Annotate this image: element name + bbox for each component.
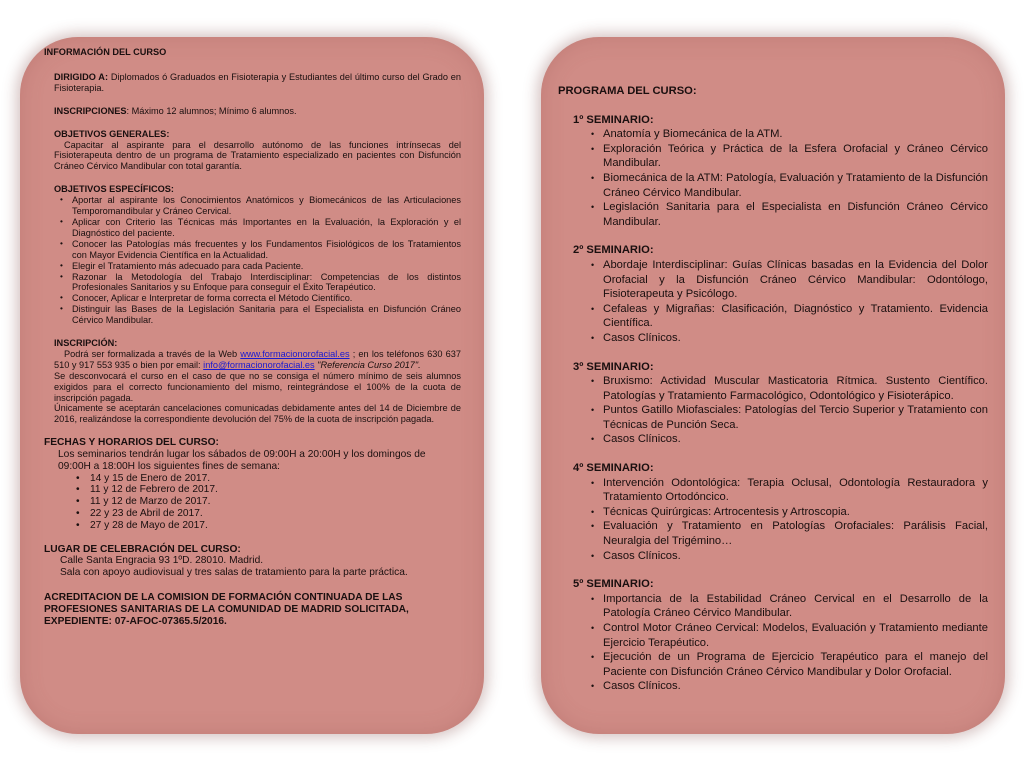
seminar-5 <box>558 577 988 694</box>
seminar-items <box>573 127 988 229</box>
dirigido-text: Diplomados ó Graduados en Fisioterapia y Estudiantes del último curso del Grado en Fisioterapia. <box>54 71 461 93</box>
list-item: • Elegir el Tratamiento más adecuado para cada Paciente. <box>56 261 461 272</box>
list-item: • Biomecánica de la ATM: Patología, Evaluación y Tratamiento de la Disfunción Cráneo Cérvico Mandibular. <box>589 171 988 200</box>
fechas-text: Los seminarios tendrán lugar los sábados de 09:00H a 20:00H y los domingos de 09:00H a 18:00H los siguientes fines de semana: <box>58 449 426 472</box>
list-item: • Abordaje Interdisciplinar: Guías Clínicas basadas en la Evidencia del Dolor Orofacial y la Disfunción Cráneo Cérvico Mandibular: Odontólogo, Fisioterapeuta y Psicólogo. <box>589 258 988 302</box>
lugar-address: Calle Santa Engracia 93 1ºD. 28010. Madrid. <box>60 555 264 567</box>
seminar-title: 1º SEMINARIO: <box>573 113 654 126</box>
list-item: • Exploración Teórica y Práctica de la Esfera Orofacial y Cráneo Cérvico Mandibular. <box>589 142 988 171</box>
list-item: • Distinguir las Bases de la Legislación Sanitaria para el Especialista en Disfunción Cráneo Cérvico Mandibular. <box>56 304 461 326</box>
seminar-title: 5º SEMINARIO: <box>573 578 654 591</box>
list-item: • Control Motor Cráneo Cervical: Modelos, Evaluación y Tratamiento mediante Ejercicio Terapéutico. <box>589 621 988 650</box>
seminar-3 <box>558 360 988 448</box>
list-item: • Intervención Odontológica: Terapia Oclusal, Odontología Restauradora y Tratamiento Ortodóncico. <box>589 476 988 505</box>
list-item: • 22 y 23 de Abril de 2017. <box>74 508 461 520</box>
inscripcion-paragraph <box>44 349 461 371</box>
fechas-section <box>44 437 461 627</box>
list-item: • Legislación Sanitaria para el Especialista en Disfunción Cráneo Cérvico Mandibular. <box>589 200 988 229</box>
list-item: • Puntos Gatillo Miofasciales: Patologías del Tercio Superior y Tratamiento con Técnicas de Punción Seca. <box>589 403 988 432</box>
list-item: • Anatomía y Biomecánica de la ATM. <box>589 127 988 142</box>
seminar-1 <box>558 113 988 230</box>
inscripciones-paragraph <box>44 106 461 117</box>
list-item: • Conocer las Patologías más frecuentes y los Fundamentos Fisiológicos de los Tratamientos con Mayor Evidencia Científica en la Actualidad. <box>56 239 461 261</box>
inscripciones-label: INSCRIPCIONES <box>54 105 127 116</box>
fechas-list <box>44 473 461 532</box>
dirigido-label: DIRIGIDO A: <box>54 71 109 82</box>
list-item: • Razonar la Metodología del Trabajo Interdisciplinar: Competencias de los distintos Profesionales Sanitarios y su Enfoque para conseguir el Éxito Terapéutico. <box>56 272 461 294</box>
seminar-items <box>573 476 988 564</box>
seminar-items <box>573 592 988 694</box>
seminar-2 <box>558 243 988 345</box>
web-link[interactable]: www.formacionorofacial.es <box>240 348 350 359</box>
seminar-4 <box>558 461 988 563</box>
email-link[interactable]: info@formacionorofacial.es <box>203 359 315 370</box>
info-title: INFORMACIÓN DEL CURSO <box>44 47 167 57</box>
list-item: • Casos Clínicos. <box>589 679 988 694</box>
seminar-items <box>573 258 988 346</box>
list-item: • Casos Clínicos. <box>589 432 988 447</box>
list-item: • Ejecución de un Programa de Ejercicio Terapéutico para el manejo del Paciente con Disfunción Cráneo Cérvico Mandibular y Dolor Orofacial. <box>589 650 988 679</box>
list-item: • Aplicar con Criterio las Técnicas más Importantes en la Evaluación, la Exploración y el Diagnóstico del paciente. <box>56 217 461 239</box>
list-item: • Aportar al aspirante los Conocimientos Anatómicos y Biomecánicos de las Articulaciones Temporomandibular y Cráneo Cervical. <box>56 195 461 217</box>
seminar-title: 4º SEMINARIO: <box>573 462 654 475</box>
cancelaciones-text: Únicamente se aceptarán cancelaciones comunicadas debidamente antes del 14 de Diciembre de 2016, realizándose la correspondiente devolución del 75% de la cuota de inscripción pagada. <box>54 403 461 425</box>
seminar-title: 3º SEMINARIO: <box>573 360 654 373</box>
fechas-title: FECHAS Y HORARIOS DEL CURSO: <box>44 437 219 449</box>
list-item: • Casos Clínicos. <box>589 331 988 346</box>
objetivos-generales-title: OBJETIVOS GENERALES: <box>54 128 170 139</box>
objetivos-generales-text: Capacitar al aspirante para el desarrollo autónomo de las funciones intrínsecas del Fisioterapeuta dentro de un programa de Tratamiento especializado en pacientes con Disfunción Cráneo Cérvico Mandibular con total garantía. <box>54 139 461 172</box>
list-item: • 11 y 12 de Marzo de 2017. <box>74 496 461 508</box>
list-item: • Bruxismo: Actividad Muscular Masticatoria Rítmica. Sustento Científico. Patologías y Tratamiento Farmacológico, Odontológico y Fisioterápico. <box>589 374 988 403</box>
inscripcion-title: INSCRIPCIÓN: <box>54 338 118 349</box>
list-item: • Técnicas Quirúrgicas: Artrocentesis y Artroscopia. <box>589 505 988 520</box>
list-item: • Cefaleas y Migrañas: Clasificación, Diagnóstico y Tratamiento. Evidencia Científica. <box>589 302 988 331</box>
desconvocatoria-text: Se desconvocará el curso en el caso de que no se consiga el número mínimo de seis alumnos exigidos para el correcto funcionamiento del mismo, reintegrándose el 100% de la cuota de inscripción pagada. <box>54 370 461 403</box>
list-item: • Casos Clínicos. <box>589 549 988 564</box>
list-item: • 11 y 12 de Febrero de 2017. <box>74 484 461 496</box>
lugar-sala: Sala con apoyo audiovisual y tres salas de tratamiento para la parte práctica. <box>60 567 408 579</box>
objetivos-especificos-title: OBJETIVOS ESPECÍFICOS: <box>54 184 174 195</box>
course-info-column <box>44 47 461 627</box>
objetivos-especificos-list <box>44 195 461 326</box>
referencia-text: "Referencia Curso 2017". <box>314 359 421 370</box>
inscripcion-text-a: Podrá ser formalizada a través de la Web <box>64 348 241 359</box>
inscripciones-text: : Máximo 12 alumnos; Mínimo 6 alumnos. <box>126 105 297 116</box>
program-column <box>558 84 988 694</box>
lugar-title: LUGAR DE CELEBRACIÓN DEL CURSO: <box>44 543 241 555</box>
list-item: • 27 y 28 de Mayo de 2017. <box>74 520 461 532</box>
programa-title: PROGRAMA DEL CURSO: <box>558 85 697 97</box>
list-item: • Importancia de la Estabilidad Cráneo Cervical en el Desarrollo de la Patología Cráneo Cérvico Mandibular. <box>589 592 988 621</box>
dirigido-paragraph <box>44 72 461 94</box>
seminar-title: 2º SEMINARIO: <box>573 244 654 257</box>
inscripcion-text-b: ; en los teléfonos 630 637 510 y 917 553 935 o bien por email: <box>54 348 461 370</box>
acreditacion-text: ACREDITACION DE LA COMISION DE FORMACIÓN CONTINUADA DE LAS PROFESIONES SANITARIAS DE LA COMUNIDAD DE MADRID SOLICITADA, EXPEDIENTE: 07-AFOC-07365.5/2016. <box>44 592 409 627</box>
list-item: • Conocer, Aplicar e Interpretar de forma correcta el Método Científico. <box>56 293 461 304</box>
list-item: • 14 y 15 de Enero de 2017. <box>74 473 461 485</box>
seminar-items <box>573 374 988 447</box>
list-item: • Evaluación y Tratamiento en Patologías Orofaciales: Parálisis Facial, Neuralgia del Trigémino… <box>589 519 988 548</box>
